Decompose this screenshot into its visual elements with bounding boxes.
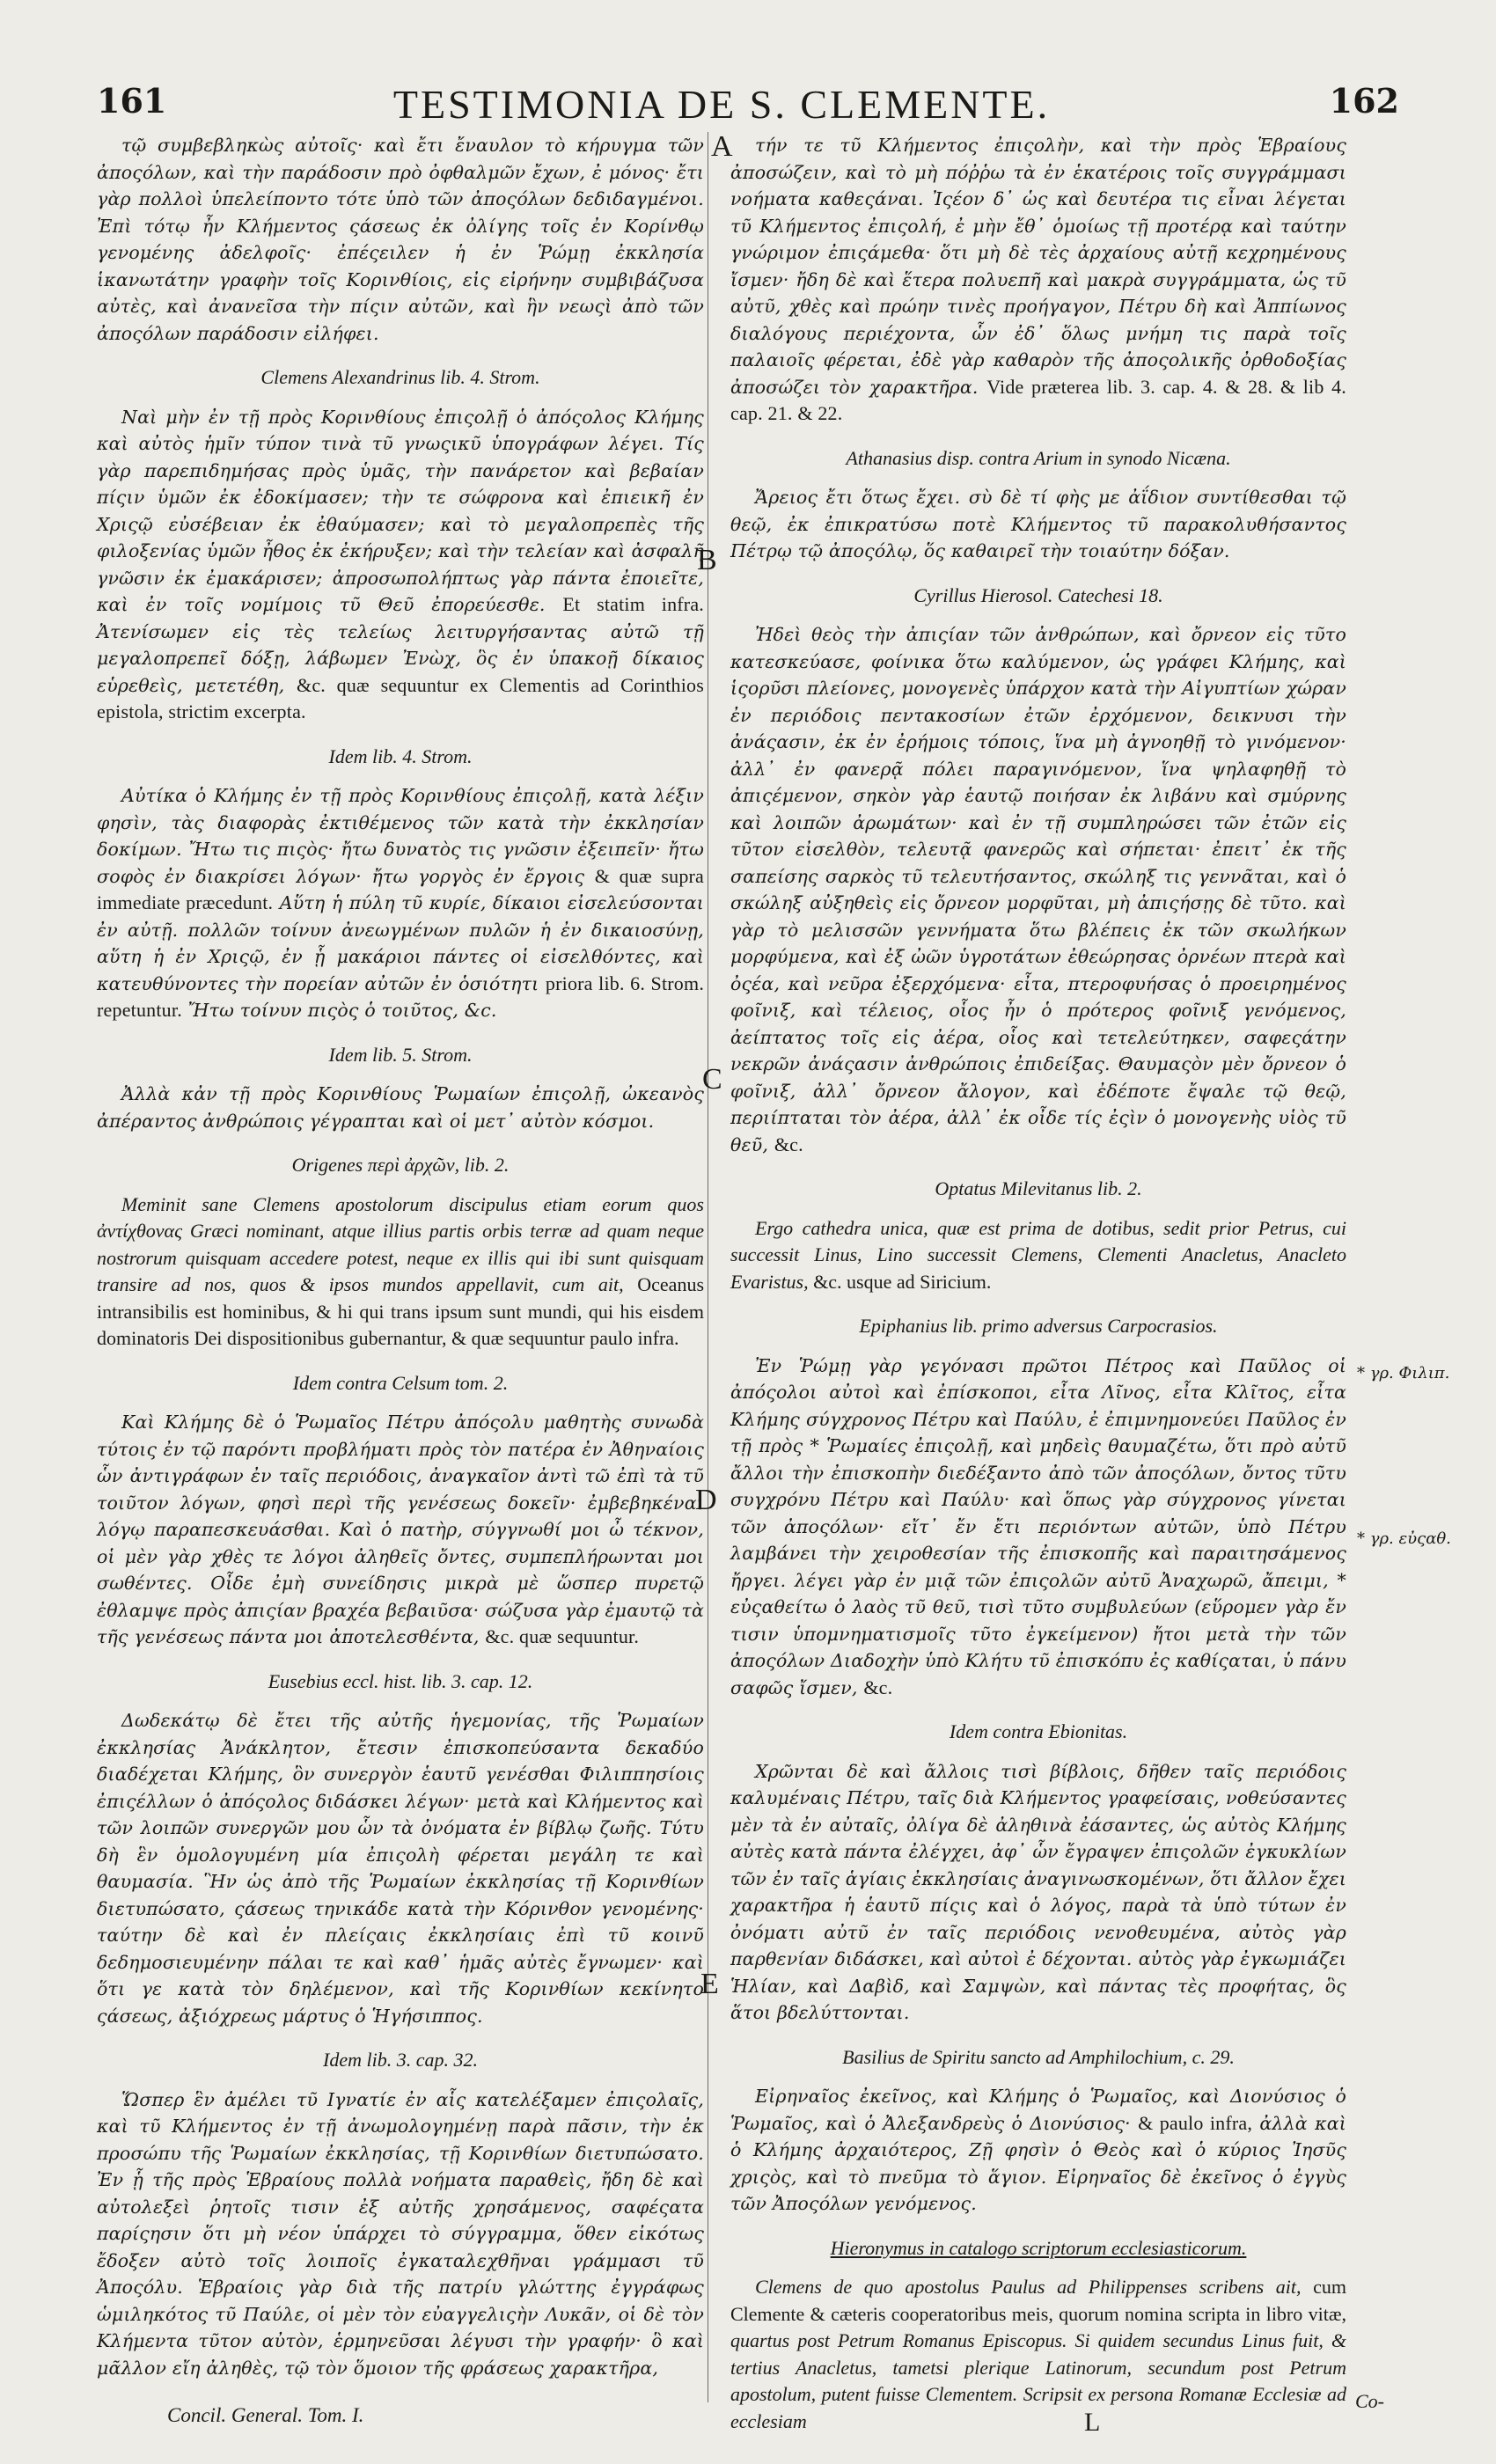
paragraph: [97, 1409, 704, 1651]
section-heading: Hieronymus in catalogo scriptorum ecclesiasticorum.: [830, 2236, 1247, 2259]
right-column: [730, 132, 1346, 2446]
page-title: TESTIMONIA DE S. CLEMENTE.: [392, 82, 1051, 127]
paragraph: [730, 2274, 1346, 2435]
latin-italic-text: quartus post Petrum Romanus Episcopus. Si quidem secundus Linus fuit, & tertius Anacletus, tametsi plerique Latinorum, secundum post Petrum apostolum, putent fuisse Clementem. Scripsit ex persona Romanæ Ecclesiæ ad ecclesiam: [730, 2329, 1346, 2432]
section-heading: Idem contra Ebionitas.: [949, 1720, 1128, 1742]
footer-volume: Concil. General. Tom. I.: [167, 2404, 364, 2426]
paragraph: τῷ συμβεβληκὼς αὐτοῖς· καὶ ἔτι ἔναυλον τὸ κήρυγμα τῶν ἀποςόλων, καὶ τὴν παράδοσιν πρὸ ὀφθαλμῶν ἔχων, ἐ μόνος· ἔτι γὰρ πολλοὶ ὑπελείποντο τότε ὑπὸ τῶν ἀποςόλων δεδιδαγμένοι. Ἐπὶ τότῳ ἦν Κλήμεντος ςάσεως ἐκ ὀλίγης τοῖς ἐν Κορίνθῳ γενομένης ἀδελφοῖς· ἐπέςειλεν ἡ ἐν Ῥώμῃ ἐκκλησία ἱκανωτάτην γραφὴν τοῖς Κορινθίοις, εἰς εἰρήνην συμβιβάζυσα αὐτὲς, καὶ ἀνανεῖσα τὴν πίςιν αὐτῶν, καὶ ἣν νεωςὶ ἀπὸ τῶν ἀποςόλων παράδοσιν εἰλήφει.: [97, 135, 704, 344]
margin-note: * γρ. Φιλιπ.: [1357, 1364, 1450, 1382]
latin-text: &c.: [774, 1133, 803, 1155]
section-heading: Idem lib. 5. Strom.: [328, 1043, 473, 1066]
paragraph: [97, 404, 704, 726]
margin-note: * γρ. εὐςαθ.: [1357, 1529, 1451, 1548]
greek-text: Ναὶ μὴν ἐν τῇ πρὸς Κορινθίους ἐπιςολῇ ὁ ἀπόςολος Κλήμης καὶ αὐτὸς ἡμῖν τύπον τινὰ τῦ γνωςικῦ ὑπογράφων λέγει. Τίς γὰρ παρεπιδημήσας πρὸς ὑμᾶς, τὴν πανάρετον καὶ βεβαίαν πίςιν ὑμῶν ἐκ ἐδοκίμασεν; τὴν τε σώφρονα καὶ ἐπιεικῆ ἐν Χριςῷ εὐσέβειαν ἐκ ἐθαύμασεν; καὶ τὸ μεγαλοπρεπὲς τῆς φιλοξενίας ὑμῶν ἦθος ἐκ ἐκήρυξεν; καὶ τὴν τελείαν καὶ ἀσφαλῆ γνῶσιν ἐκ ἐμακάρισεν; ἀπροσωπολήπτως γὰρ πάντα ἐποιεῖτε, καὶ ἐν τοῖς νομίμοις τῦ Θεῦ ἐπορεύεσθε.: [97, 406, 704, 615]
greek-text: Ἐν Ῥώμῃ γὰρ γεγόνασι πρῶτοι Πέτρος καὶ Παῦλος οἱ ἀπόςολοι αὐτοὶ καὶ ἐπίσκοποι, εἶτα Λῖνος, εἶτα Κλῖτος, εἶτα Κλήμης σύγχρονος Πέτρυ καὶ Παύλυ, ἐ ἐπιμνημονεύει Παῦλος ἐν τῇ πρὸς * Ῥωμαίες ἐπιςολῇ, καὶ μηδεὶς θαυμαζέτω, ὅτι πρὸ αὐτῦ ἄλλοι τὴν ἐπισκοπὴν διεδέξαντο ἀπὸ τῶν ἀποςόλων, ὄντος τῦτυ συγχρόνυ Πέτρυ καὶ Παύλυ· καὶ ὅπως γὰρ σύγχρονος γίνεται τῶν ἀποςόλων· εἴτ᾽ ἔν ἔτι περιόντων αὐτῶν, ὑπὸ Πέτρυ λαμβάνει τὴν χειροθεσίαν τῆς ἐπισκοπῆς καὶ παραιτησάμενος ἤργει. λέγει γὰρ ἐν μιᾷ τῶν ἐπιςολῶν αὐτῦ Ἀναχωρῶ, ἄπειμι, * εὐςαθείτω ὁ λαὸς τῦ θεῦ, τισὶ τῦτο συμβυλεύων (εὕρομεν γὰρ ἔν τισιν ὑπομνηματισμοῖς τῦτο ἐγκείμενον) ἤτοι μετὰ τὴν τῶν ἀποςόλων Διαδοχὴν ὑπὸ Κλήτυ τῦ ἐπισκόπυ ἐς καθίςαται, ὑ πάνυ σαφῶς ἴσμεν,: [730, 1354, 1346, 1698]
left-column: [97, 132, 704, 2392]
paragraph: Ἄρειος ἔτι ὅτως ἔχει. σὺ δὲ τί φὴς με ἀΐδιον συντίθεσθαι τῷ θεῷ, ἐκ ἐπικρατύσω ποτὲ Κλήμεντος τῦ παρακολυθήσαντος Πέτρῳ τῷ ἀποςόλῳ, ὅς καθαιρεῖ τὴν τοιαύτην δόξαν.: [730, 487, 1346, 561]
paragraph: [730, 621, 1346, 1158]
paragraph: [97, 782, 704, 1024]
section-heading: Eusebius eccl. hist. lib. 3. cap. 12.: [268, 1669, 533, 1692]
section-heading: Athanasius disp. contra Arium in synodo Nicæna.: [846, 446, 1231, 469]
greek-text: τήν τε τῦ Κλήμεντος ἐπιςολὴν, καὶ τὴν πρὸς Ἑβραίους ἀποσώζειν, καὶ τὸ μὴ πόῤῥω τὰ ἐν ἑκατέροις τοῖς συγγράμμασι νοήματα καθεςάναι. Ἰςέον δ᾽ ὡς καὶ δευτέρα τις εἶναι λέγεται τῦ Κλήμεντος ἐπιςολή, ἐ μὴν ἔθ᾽ ὁμοίως τῇ προτέρᾳ καὶ ταύτην γνώριμον ἐπιςάμεθα· ὅτι μὴ δὲ τὲς ἀρχαίους αὐτῇ κεχρημένους ἴσμεν· ἤδη δὲ καὶ ἕτερα πολυεπῆ καὶ μακρὰ συγγράμματα, ὡς τῦ αὐτῦ, χθὲς καὶ πρώην τινὲς προήγαγον, Πέτρυ δὴ καὶ Ἀππίωνος διαλόγους περιέχοντα, ὧν ἐδ᾽ ὅλως μνήμη τις παρὰ τοῖς παλαιοῖς φέρεται, ἐδὲ γὰρ καθαρὸν τῆς ἀποςολικῆς ὀρθοδοξίας ἀποσώζει τὸν χαρακτῆρα.: [730, 135, 1346, 398]
paragraph: Ὥσπερ ἓν ἀμέλει τῦ Ιγνατίε ἐν αἷς κατελέξαμεν ἐπιςολαῖς, καὶ τῦ Κλήμεντος ἐν τῇ ἀνωμολογημένῃ παρὰ πᾶσιν, τὴν ἐκ προσώπυ τῆς Ῥωμαίων ἐκκλησίας, τῇ Κορινθίων διετυπώσατο. Ἐν ᾗ τῆς πρὸς Ἑβραίους πολλὰ νοήματα παραθεὶς, ἤδη δὲ καὶ αὐτολεξεὶ ῥητοῖς τισιν ἐξ αὐτῆς χρησάμενος, σαφέςατα παρίςησιν ὅτι μὴ νέον ὑπάρχει τὸ σύγγραμμα, ὅθεν εἰκότως ἔδοξεν αὐτὸ τοῖς λοιποῖς ἐγκαταλεχθῆναι γράμμασι τῦ Ἀποςόλυ. Ἑβραίοις γὰρ διὰ τῆς πατρίυ γλώττης ἐγγράφως ὡμιληκότος τῦ Παύλε, οἱ μὲν τὸν εὐαγγελιςὴν Λυκᾶν, οἱ δὲ τὸν Κλήμεντα τῦτον αὐτὸν, ἑρμηνεῦσαι λέγυσι τὴν γραφήν· ὃ καὶ μᾶλλον εἴη ἀληθὲς, τῷ τὸν ὅμοιον τῆς φράσεως χαρακτῆρα,: [97, 2088, 704, 2379]
greek-text: Ἠδεὶ θεὸς τὴν ἀπιςίαν τῶν ἀνθρώπων, καὶ ὄρνεον εἰς τῦτο κατεσκεύασε, φοίνικα ὅτω καλύμενον, ὡς γράφει Κλήμης, καὶ ἱςορῦσι πλείονες, μονογενὲς ὑπάρχον κατὰ τὴν Αἰγυπτίων χώραν ἐν περιόδοις πεντακοσίων ἐτῶν ἐρχόμενον, δεικνυσι τὴν ἀνάςασιν, ἐκ ἐν ἐρήμοις τόποις, ἵνα μὴ ἀγνοηθῇ τὸ γινόμενον· ἀλλ᾽ ἐν φανερᾷ πόλει παραγινόμενον, ἵνα ψηλαφηθῇ τὸ ἀπιςέμενον, σηκὸν γὰρ ἑαυτῷ ποιήσαν ἐκ λιβάνυ καὶ σμύρνης καὶ λοιπῶν ἀρωμάτων· καὶ ἐν τῇ συμπληρώσει τῶν ἐτῶν εἰς τῦτον εἰσελθὸν, τελευτᾷ φανερῶς καὶ σήπεται· ἐπειτ᾽ ἐκ τῆς σαπείσης σαρκὸς τῦ τελευτήσαντος, σκώληξ τις γεννᾶται, καὶ ὁ σκώληξ αὐξηθεὶς εἰς ὄρνεον μορφῦται, μὴ ἀπιςήσῃς δὲ τῦτο. καὶ γὰρ τὸ μελισσῶν γεννήματα ὅτω βλέπεις ἐκ τῶν σκωλήκων μορφύμενα, καὶ ἐξ ὠῶν ὑγροτάτων ἐθεώρησας ὀρνέων πτερὰ καὶ ὀςέα, καὶ νεῦρα ἐξερχόμενα· εἶτα, πτεροφυήσας ὁ προειρημένος φοῖνιξ, καὶ τέλειος, οἷος ἦν ὁ πρότερος φοῖνιξ γενόμενος, ἀείπτατος τοῖς εἰς ἀέρα, οἷος καὶ τετελεύτηκεν, σαφεςάτην νεκρῶν ἀνάςασιν ἀνθρώποις ἐπιδείξας. Θαυμαςὸν μὲν ὄρνεον ὁ φοῖνιξ, ἀλλ᾽ ὄρνεον ἄλογον, καὶ ἐδέποτε ἔψαλε τῷ θεῷ, περιίπταται τὸν ἀέρα, ἀλλ᾽ ἐκ οἶδε τίς ἐςὶν ὁ μονογενὴς υἱὸς τῦ θεῦ,: [730, 624, 1346, 1155]
footer-catchword: Co-: [1355, 2390, 1384, 2412]
paragraph: [730, 1353, 1346, 1702]
greek-text: Αὐτίκα ὁ Κλήμης ἐν τῇ πρὸς Κορινθίους ἐπιςολῇ, κατὰ λέξιν φησὶν, τὰς διαφορὰς ἐκτιθέμενος τῶν κατὰ τὴν ἐκκλησίαν δοκίμων. Ἤτω τις πιςὸς· ἤτω δυνατὸς τις γνῶσιν ἐξειπεῖν· ἤτω σοφὸς ἐν διακρίσει λόγων· ἤτω γοργὸς ἐν ἔργοις: [97, 785, 704, 887]
page-header: [97, 81, 1399, 134]
latin-text: Et statim infra.: [562, 593, 704, 615]
latin-text: &c. quæ sequuntur.: [485, 1625, 640, 1647]
section-heading: Epiphanius lib. primo adversus Carpocrasios.: [859, 1315, 1218, 1337]
latin-text: priora lib. 6. Strom. repetuntur.: [97, 972, 705, 1021]
greek-text: Ἤτω τοίνυν πιςὸς ὁ τοιῦτος, &c.: [187, 1000, 497, 1021]
paragraph: [97, 1192, 704, 1353]
section-marker-b: B: [697, 544, 717, 576]
section-marker-c: C: [702, 1063, 722, 1096]
latin-text: Vide præterea lib. 3. cap. 4. & 28. & lib 4. cap. 21. & 22.: [730, 375, 1346, 424]
paragraph: [730, 2083, 1346, 2218]
latin-text: & paulo infra,: [1138, 2111, 1253, 2134]
section-heading: Optatus Milevitanus lib. 2.: [935, 1177, 1142, 1199]
section-heading: Basilius de Spiritu sancto ad Amphilochium, c. 29.: [842, 2045, 1235, 2068]
latin-text: &c.: [863, 1676, 893, 1698]
greek-text: Καὶ Κλήμης δὲ ὁ Ῥωμαῖος Πέτρυ ἀπόςολυ μαθητὴς συνωδὰ τύτοις ἐν τῷ παρόντι προβλήματι πρὸς τὸν πατέρα ἐν Ἀθηναίοις ὧν ἀντιγράφων ἐν ταῖς περιόδοις, ἀναγκαῖον ἀντὶ τῶ ἐπὶ τὰ τῦ τοιῦτον λόγων, φησὶ περὶ τῆς γενέσεως δοκεῖν· ἐμβεβηκέναι λόγῳ παραπεσκευάσθαι. Καὶ ὁ πατὴρ, σύγγνωθί μοι ὦ τέκνον, οἱ μὲν γὰρ χθὲς τε λόγοι ἀληθεῖς ὄντες, συμπεπλήρωνται μοι σωθέντες. Οἶδε ἐμὴ συνείδησις μικρὰ μὲ ὥσπερ πυρετῷ ἐθλαμψε πρὸς ἀπιςίαν βραχέα βεβαιῦσα· σώζυσα γὰρ ἐμαυτῷ τὰ τῆς γενέσεως πάντα μοι ἀποτελεσθέντα,: [97, 1412, 704, 1647]
latin-italic-text: Clemens de quo apostolus Paulus ad Philippenses scribens ait,: [755, 2276, 1302, 2298]
latin-text: cum Clemente & cæteris cooperatoribus meis, quorum nomina scripta in libro vitæ,: [730, 2276, 1347, 2325]
section-heading: Cyrillus Hierosol. Catechesi 18.: [913, 583, 1163, 606]
section-marker-a: A: [711, 130, 733, 163]
paragraph: Χρῶνται δὲ καὶ ἄλλοις τισὶ βίβλοις, δῆθεν ταῖς περιόδοις καλυμέναις Πέτρυ, ταῖς διὰ Κλήμεντος γραφείσαις, νοθεύσαντες μὲν τὰ ἐν αὐταῖς, ὀλίγα δὲ ἀληθινὰ ἐάσαντες, ὡς αὐτὸς Κλήμης αὐτὲς κατὰ πάντα ἐλέγχει, ἀφ᾽ ὧν ἔγραψεν ἐπιςολῶν ἐγκυκλίων τῶν ἐν ταῖς ἁγίαις ἐκκλησίαις ἀναγινωσκομένων, ὅτι ἄλλον ἔχει χαρακτῆρα ἡ ἑαυτῦ πίςις καὶ ὁ λόγος, παρὰ τὰ ὑπὸ τύτων ἐν ὀνόματι αὐτῦ ἐν ταῖς περιόδοις νενοθευμένα, αὐτὸς γὰρ παρθενίαν διδάσκει, καὶ αὐτοὶ ἐ δέχονται. αὐτὸς γὰρ ἐγκωμιάζει Ἡλίαν, καὶ Δαβὶδ, καὶ Σαμψὼν, καὶ πάντας τὲς προφήτας, ὃς ἅτοι βδελύττονται.: [730, 1760, 1346, 2023]
section-marker-d: D: [695, 1484, 717, 1516]
paragraph: Ἀλλὰ κἀν τῇ πρὸς Κορινθίους Ῥωμαίων ἐπιςολῇ, ὠκεανὸς ἀπέραντος ἀνθρώποις γέγραπται καὶ οἱ μετ᾽ αὐτὸν κόσμοι.: [97, 1083, 704, 1132]
latin-text: Oceanus intransibilis est hominibus, & hi qui trans ipsum sunt mundi, qui his eisdem dominatoris Dei dispositionibus gubernantur, & quæ sequuntur paulo infra.: [97, 1273, 705, 1349]
paragraph: Δωδεκάτῳ δὲ ἔτει τῆς αὐτῆς ἡγεμονίας, τῆς Ῥωμαίων ἐκκλησίας Ἀνάκλητον, ἔτεσιν ἐπισκοπεύσαντα δεκαδύο διαδέχεται Κλήμης, ὃν συνεργὸν ἑαυτῦ γενέσθαι Φιλιππησίοις ἐπιςέλλων ὁ ἀπόςολος διδάσκει λέγων· μετὰ καὶ Κλήμεντος καὶ τῶν λοιπῶν συνεργῶν μου ὧν τὰ ὀνόματα ἐν βίβλῳ ζωῆς. Τύτυ δὴ ἓν ὁμολογυμένη μία ἐπιςολὴ φέρεται μεγάλη τε καὶ θαυμασία. Ἣν ὡς ἀπὸ τῆς Ῥωμαίων ἐκκλησίας τῇ Κορινθίων διετυπώσατο, ςάσεως τηνικάδε κατὰ τὴν Κόρινθον γενομένης· ταύτην δὲ καὶ ἐν πλείςαις ἐκκλησίαις ἐπὶ τῦ κοινῦ δεδημοσιευμένην πάλαι τε καὶ καθ᾽ ἡμᾶς αὐτὲς ἔγνωμεν· καὶ ὅτι γε κατὰ τὸν δηλέμενον, καὶ τῆς Κορινθίων κεκίνητο ςάσεως, ἀξιόχρεως μάρτυς ὁ Ἡγήσιππος.: [97, 1710, 704, 2027]
section-heading: Origenes περὶ ἀρχῶν, lib. 2.: [291, 1154, 510, 1176]
section-heading: Idem lib. 3. cap. 32.: [323, 2049, 478, 2071]
latin-text: & quæ supra immediate præcedunt.: [97, 864, 705, 913]
greek-text: Εἰρηναῖος ἐκεῖνος, καὶ Κλήμης ὁ Ῥωμαῖος, καὶ Διονύσιος ὁ Ῥωμαῖος, καὶ ὁ Ἀλεξανδρεὺς ὁ Διονύσιος·: [730, 2086, 1346, 2134]
paragraph: [730, 132, 1346, 428]
section-marker-e: E: [700, 1968, 719, 2000]
page-number-right: 162: [1329, 81, 1399, 121]
greek-text: Ἀτενίσωμεν εἰς τὲς τελείως λειτυργήσαντας αὐτῶ τῇ μεγαλοπρεπεῖ δόξῃ, λάβωμεν Ἐνὼχ, ὃς ἐν ὑπακοῇ δίκαιος εὑρεθεὶς, μετετέθη,: [97, 620, 704, 696]
latin-italic-text: Meminit sane Clemens apostolorum discipulus etiam eorum quos ἀντίχθονας Græci nominant, atque illius partis orbis terræ ad quam neque nostrorum quisquam accedere potest, neque ex illis qui ibi sunt quisquam transire ad nos, quos & ipsos mundos appellavit, cum ait,: [97, 1192, 704, 1295]
paragraph: [730, 1215, 1346, 1296]
section-heading: Clemens Alexandrinus lib. 4. Strom.: [260, 366, 540, 388]
greek-text: Αὕτη ἡ πύλη τῦ κυρίε, δίκαιοι εἰσελεύσονται ἐν αὐτῇ. πολλῶν τοίνυν ἀνεωγμένων πυλῶν ἡ ἐν δικαιοσύνῃ, αὕτη ἡ ἐν Χριςῷ, ἐν ᾗ μακάριοι πάντες οἱ εἰσελθόντες, καὶ κατευθύνοντες τὴν πορείαν αὐτῶν ἐν ὁσιότητι: [97, 892, 705, 994]
latin-text: &c. quæ sequuntur ex Clementis ad Corinthios epistola, strictim excerpta.: [97, 673, 705, 722]
greek-text: ἀλλὰ καὶ ὁ Κλήμης ἀρχαιότερος, Ζῇ φησὶν ὁ Θεὸς καὶ ὁ κύριος Ἰησῦς χριςὸς, καὶ τὸ πνεῦμα τὸ ἅγιον. Εἰρηναῖος δὲ ἐκεῖνος ὁ ἐγγὺς τῶν Ἀποςόλων γενόμενος.: [730, 2112, 1347, 2214]
section-heading: Idem contra Celsum tom. 2.: [292, 1371, 509, 1394]
latin-italic-text: Ergo cathedra unica, quæ est prima de dotibus, sedit prior Petrus, cui successit Linus, Lino successit Clemens, Clementi Anacletus, Anacleto Evaristus,: [730, 1216, 1346, 1293]
footer-signature: L: [1084, 2408, 1101, 2437]
latin-text: &c. usque ad Siricium.: [813, 1270, 992, 1293]
section-heading: Idem lib. 4. Strom.: [328, 744, 473, 767]
page-number-left: 161: [97, 81, 167, 121]
